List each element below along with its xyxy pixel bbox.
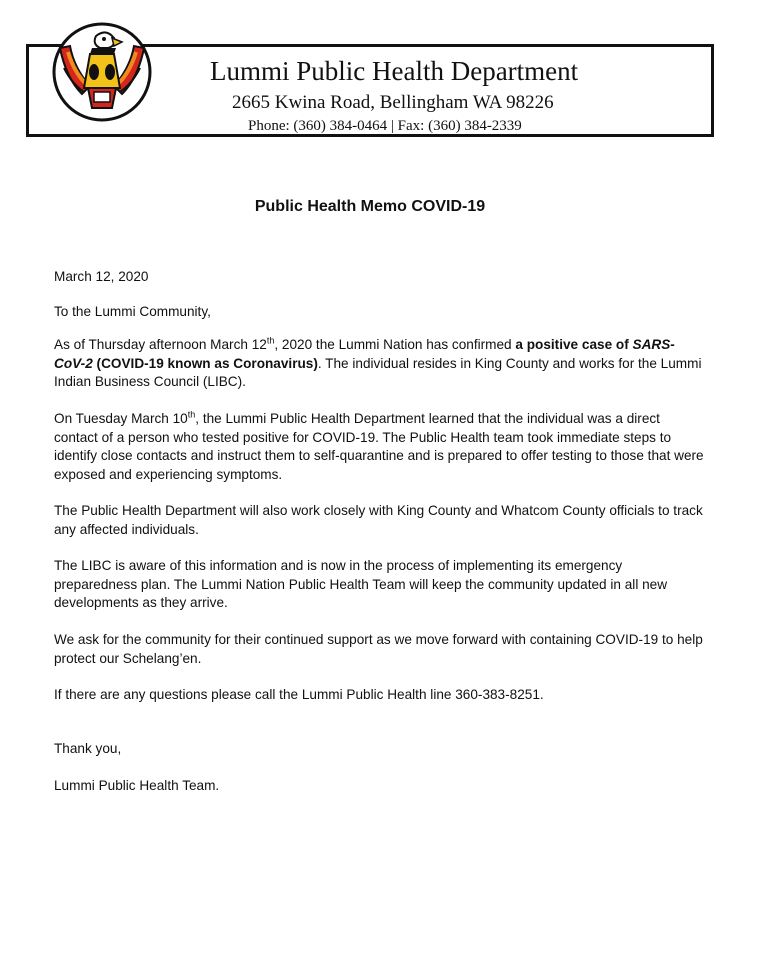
- paragraph-community-support: We ask for the community for their continued support as we move forward with containing COVID-19 to help protect our Schelang’en.: [54, 632, 703, 666]
- org-address: 2665 Kwina Road, Bellingham WA 98226: [232, 92, 554, 113]
- paragraph-contact-line: If there are any questions please call the Lummi Public Health line 360-383-8251.: [54, 687, 544, 702]
- signature: Lummi Public Health Team.: [54, 778, 220, 793]
- org-phone-fax: Phone: (360) 384-0464 | Fax: (360) 384-2339: [248, 118, 522, 134]
- paragraph-preparedness-plan: The LIBC is aware of this information and is now in the process of implementing its emergency preparedness plan. The Lummi Nation Public Health Team will keep the community updated in all new developments as they arrive.: [54, 558, 668, 610]
- closing: Thank you,: [54, 741, 122, 756]
- paragraph-positive-case: As of Thursday afternoon March 12th, 2020 the Lummi Nation has confirmed a positive case of SARS-CoV-2 (COVID-19 known as Coronavirus). The individual resides in King County and works for the Lummi Indian Business Council (LIBC).: [54, 335, 702, 389]
- memo-title: Public Health Memo COVID-19: [254, 198, 486, 215]
- org-name: Lummi Public Health Department: [210, 56, 579, 86]
- paragraph-contact-tracing: On Tuesday March 10th, the Lummi Public Health Department learned that the individual was a direct contact of a person who tested positive for COVID-19. The Public Health team took immediate steps to identify close contacts and instruct them to self-quarantine and is prepared to offer testing to those that were exposed and experiencing symptoms.: [54, 409, 704, 482]
- paragraph-county-coordination: The Public Health Department will also work closely with King County and Whatcom County officials to track any affected individuals.: [54, 503, 703, 537]
- lummi-eagle-seal-icon: [30, 8, 174, 152]
- memo-date: March 12, 2020: [54, 269, 149, 284]
- memo-salutation: To the Lummi Community,: [54, 304, 211, 319]
